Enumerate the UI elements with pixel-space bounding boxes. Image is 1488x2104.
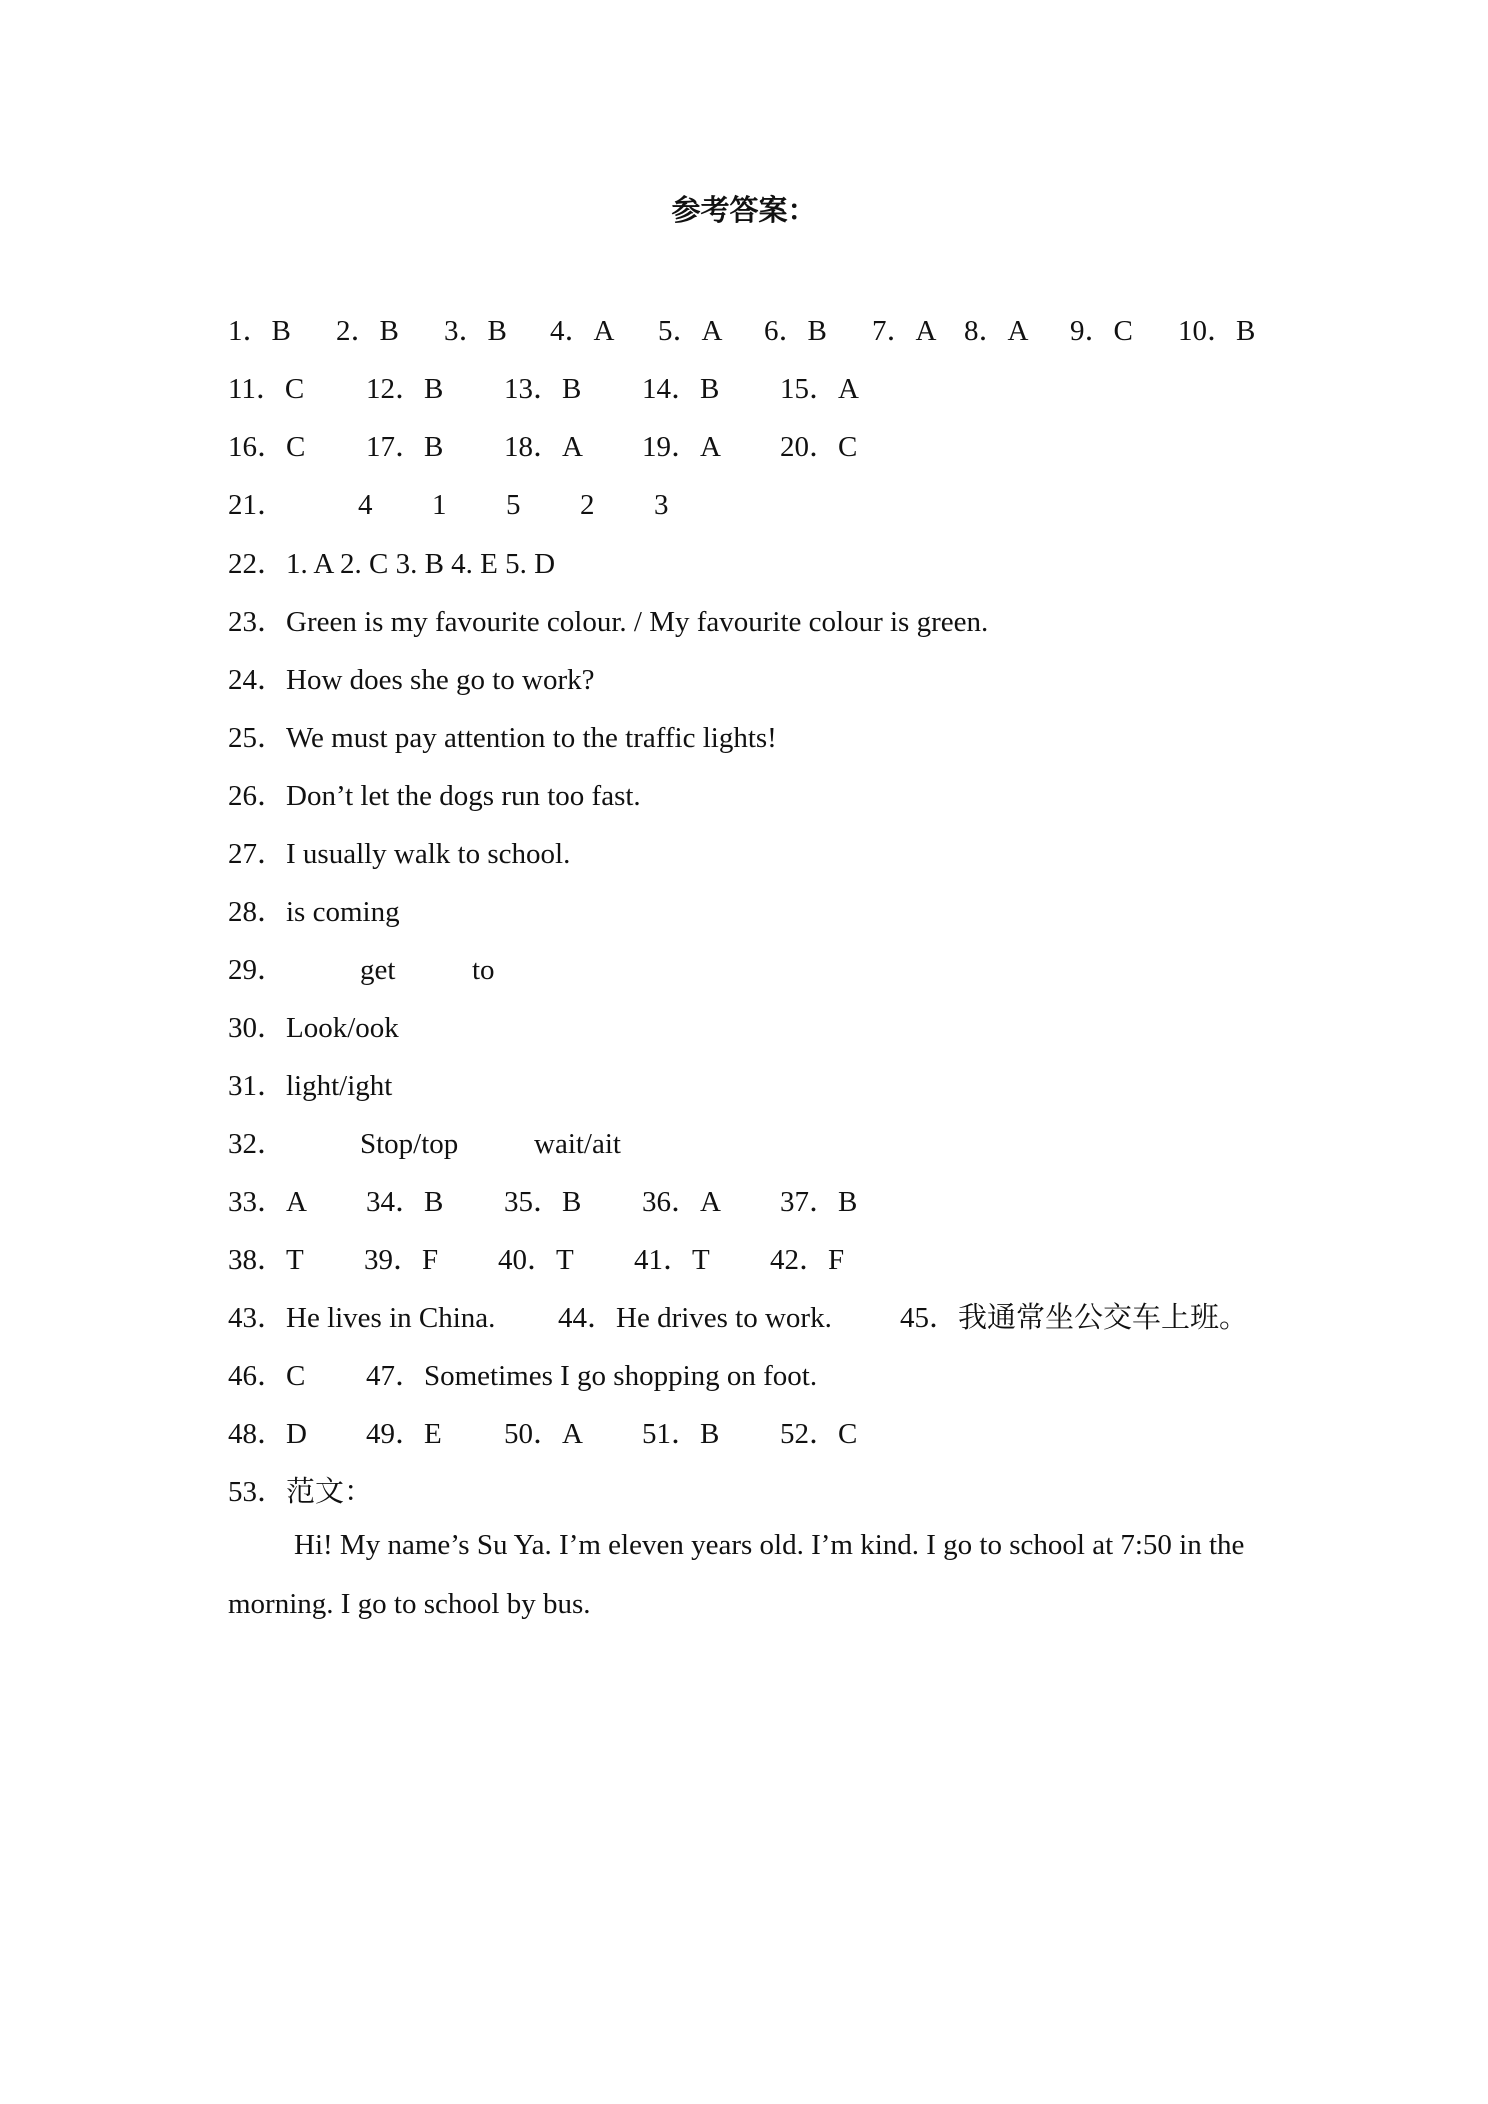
answer-item: 11．C	[228, 373, 305, 405]
answer-item: 51．B	[642, 1418, 720, 1450]
answer-item: 26．Don’t let the dogs run too fast.	[228, 780, 641, 812]
answer-item: 44．He drives to work.	[558, 1302, 832, 1334]
answer-item: 32．	[228, 1128, 287, 1160]
answer-item: 30．Look/ook	[228, 1012, 399, 1044]
answer-item: 3．B	[444, 315, 507, 347]
answer-item: 31．light/ight	[228, 1070, 393, 1102]
answer-item: 7．A	[872, 315, 937, 347]
answer-item: 39．F	[364, 1244, 439, 1276]
answer-item: 2．B	[336, 315, 399, 347]
answer-item: Stop/top	[360, 1128, 459, 1160]
answer-item: 9．C	[1070, 315, 1133, 347]
answer-item: 42．F	[770, 1244, 845, 1276]
answer-item: 12．B	[366, 373, 444, 405]
answer-item: 45．我通常坐公交车上班。	[900, 1302, 1249, 1334]
answer-item: 4	[358, 489, 373, 521]
answer-item: 15．A	[780, 373, 859, 405]
answer-item: 3	[654, 489, 669, 521]
page-title: 参考答案：	[671, 193, 817, 227]
answer-item: 1．B	[228, 315, 291, 347]
answer-item: 2	[580, 489, 595, 521]
answer-item: to	[472, 954, 495, 986]
answer-item: 28．is coming	[228, 896, 400, 928]
answer-item: 23．Green is my favourite colour. / My favourite colour is green.	[228, 606, 989, 638]
answer-item: 52．C	[780, 1418, 858, 1450]
answer-item: 38．T	[228, 1244, 304, 1276]
answer-item: 21．	[228, 489, 287, 521]
answer-item: 5．A	[658, 315, 723, 347]
answer-item: 27．I usually walk to school.	[228, 838, 571, 870]
answer-item: 24．How does she go to work?	[228, 664, 595, 696]
answer-item: 10．B	[1178, 315, 1256, 347]
answer-item: 41．T	[634, 1244, 710, 1276]
answer-item: 34．B	[366, 1186, 444, 1218]
answer-item: 4．A	[550, 315, 615, 347]
answer-item: 36．A	[642, 1186, 721, 1218]
answer-item: wait/ait	[534, 1128, 621, 1160]
answer-item: 16．C	[228, 431, 306, 463]
essay-paragraph	[228, 1516, 1268, 1634]
answer-item: 50．A	[504, 1418, 583, 1450]
answer-item: 40．T	[498, 1244, 574, 1276]
answer-item: 1	[432, 489, 447, 521]
answer-item: 19．A	[642, 431, 721, 463]
answer-item: 47．Sometimes I go shopping on foot.	[366, 1360, 818, 1392]
answer-item: 5	[506, 489, 521, 521]
answer-item: 29．	[228, 954, 287, 986]
answer-item: 37．B	[780, 1186, 858, 1218]
answer-item: 33．A	[228, 1186, 307, 1218]
answer-item: 8．A	[964, 315, 1029, 347]
answer-item: 46．C	[228, 1360, 306, 1392]
answer-item: 13．B	[504, 373, 582, 405]
answer-item: 18．A	[504, 431, 583, 463]
answer-item: 53．范文：	[228, 1476, 374, 1508]
answer-item: 6．B	[764, 315, 827, 347]
answer-item: 22．1. A 2. C 3. B 4. E 5. D	[228, 548, 556, 580]
answer-item: 14．B	[642, 373, 720, 405]
answer-item: 43．He lives in China.	[228, 1302, 496, 1334]
answer-item: get	[360, 954, 396, 986]
answer-item: 17．B	[366, 431, 444, 463]
answer-item: 25．We must pay attention to the traffic lights!	[228, 722, 777, 754]
essay-text: Hi! My name’s Su Ya. I’m eleven years old. I’m kind. I go to school at 7:50 in the morning. I go to school by bus.	[228, 1529, 1245, 1620]
answer-item: 35．B	[504, 1186, 582, 1218]
answer-item: 48．D	[228, 1418, 307, 1450]
answer-item: 49．E	[366, 1418, 442, 1450]
answer-item: 20．C	[780, 431, 858, 463]
